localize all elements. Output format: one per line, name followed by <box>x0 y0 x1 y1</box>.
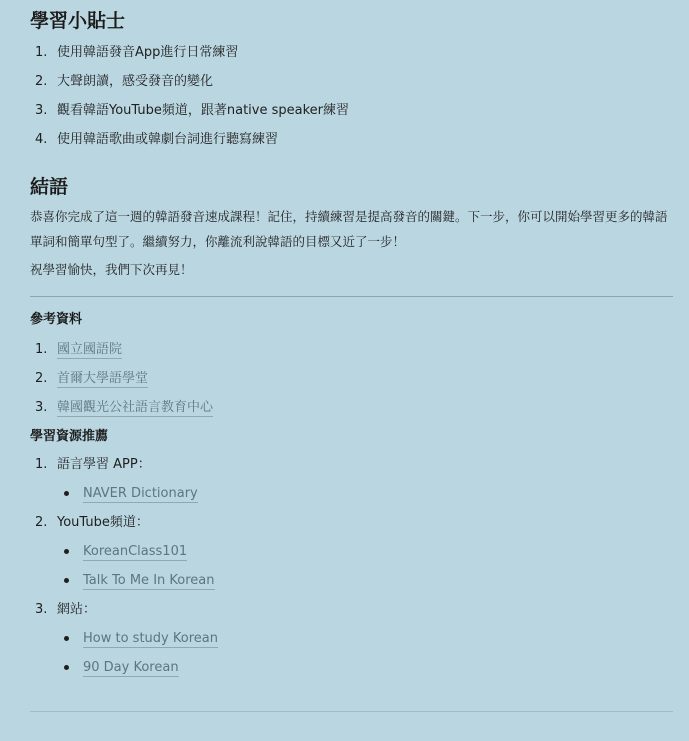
resource-link[interactable]: Talk To Me In Korean <box>83 573 215 588</box>
divider <box>30 296 673 297</box>
list-item: 2. 首爾大學語學堂 <box>35 371 149 386</box>
resources-list <box>30 450 673 682</box>
reference-link[interactable]: 韓國觀光公社語言教育中心 <box>57 400 214 415</box>
list-item: 1. 使用韓語發音App進行日常練習 <box>35 45 239 60</box>
references-heading: 參考資料 <box>30 312 83 327</box>
conclusion-paragraph: 恭喜你完成了這一週的韓語發音速成課程！記住，持續練習是提高發音的關鍵。下一步，你可以開始學習更多的韓語單詞和簡單句型了。繼續努力，你離流利說韓語的目標又近了一步！ <box>30 209 668 249</box>
list-item <box>30 624 673 653</box>
resource-group: 1. 語言學習 APP： NAVER Dictionary <box>30 450 673 508</box>
resource-link[interactable]: 90 Day Korean <box>83 660 179 675</box>
resource-group-label: YouTube頻道： <box>57 515 149 530</box>
tip-text: 使用韓語發音App進行日常練習 <box>57 45 239 60</box>
list-item: 3. 觀看韓語YouTube頻道，跟著native speaker練習 <box>35 103 349 118</box>
list-item <box>30 653 673 682</box>
conclusion-heading: 結語 <box>30 176 69 198</box>
resources-heading: 學習資源推薦 <box>30 429 109 444</box>
list-item <box>30 566 673 595</box>
tip-text: 大聲朗讀，感受發音的變化 <box>57 74 214 89</box>
references-list <box>30 335 673 422</box>
resource-group: 3. 網站： How to study Korean 90 Day Korean <box>30 595 673 682</box>
resource-link[interactable]: How to study Korean <box>83 631 218 646</box>
tip-text: 觀看韓語YouTube頻道，跟著native speaker練習 <box>57 103 349 118</box>
tip-text: 使用韓語歌曲或韓劇台詞進行聽寫練習 <box>57 132 279 147</box>
resource-links <box>30 624 673 682</box>
resource-group-label: 語言學習 APP： <box>57 457 151 472</box>
resource-links <box>30 479 673 508</box>
list-item: 4. 使用韓語歌曲或韓劇台詞進行聽寫練習 <box>35 132 279 147</box>
farewell-paragraph: 祝學習愉快，我們下次再見！ <box>30 262 193 277</box>
list-item: 2. 大聲朗讀，感受發音的變化 <box>35 74 214 89</box>
resource-group-label: 網站： <box>57 602 97 617</box>
tips-heading: 學習小貼士 <box>30 10 126 32</box>
list-item <box>30 537 673 566</box>
resource-link[interactable]: KoreanClass101 <box>83 544 188 559</box>
list-item <box>30 479 673 508</box>
tips-list <box>30 38 673 154</box>
resource-links <box>30 537 673 595</box>
list-item: 3. 韓國觀光公社語言教育中心 <box>35 400 214 415</box>
reference-link[interactable]: 國立國語院 <box>57 342 123 357</box>
reference-link[interactable]: 首爾大學語學堂 <box>57 371 149 386</box>
resource-group: 2. YouTube頻道： KoreanClass101 Talk To Me In Korean <box>30 508 673 595</box>
footer-divider <box>30 711 673 712</box>
list-item: 1. 國立國語院 <box>35 342 123 357</box>
resource-link[interactable]: NAVER Dictionary <box>83 486 198 501</box>
